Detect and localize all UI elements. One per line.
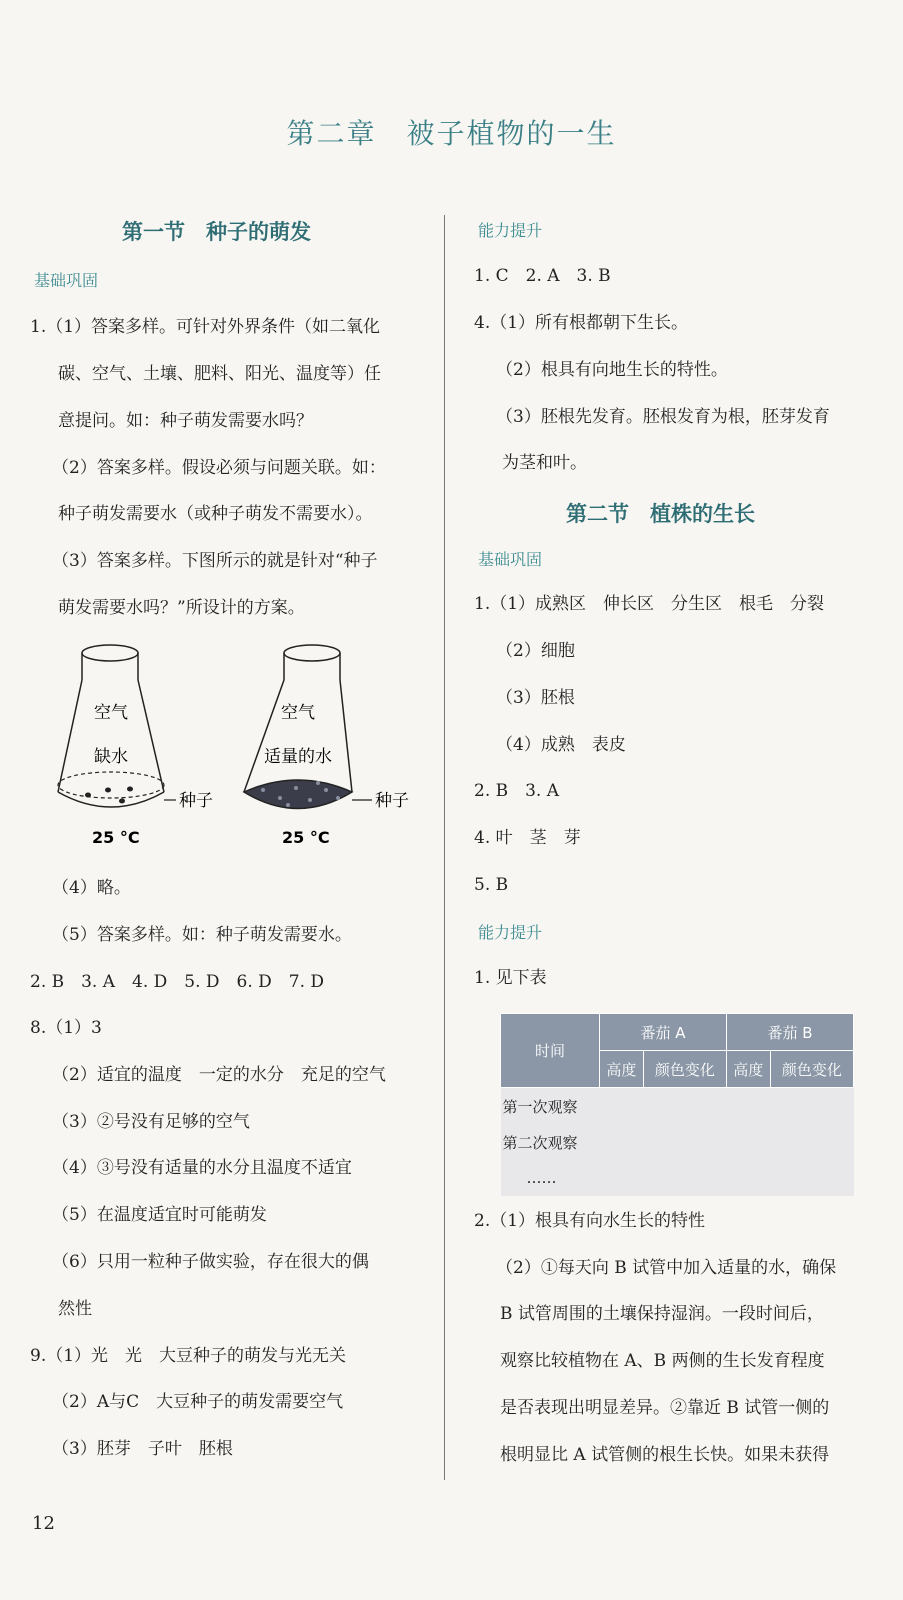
answer-line: 观察比较植物在 A、B 两侧的生长发育程度 bbox=[500, 1351, 825, 1371]
answer-line: 根明显比 A 试管侧的根生长快。如果未获得 bbox=[500, 1445, 830, 1465]
answer-line: 萌发需要水吗？”所设计的方案。 bbox=[58, 598, 305, 618]
subheading-ability-2: 能力提升 bbox=[478, 923, 543, 942]
answer-line: 种子萌发需要水（或种子萌发不需要水）。 bbox=[58, 504, 373, 524]
section-title-2: 第二节 植株的生长 bbox=[566, 502, 755, 526]
answer-line: 意提问。如：种子萌发需要水吗？ bbox=[58, 411, 313, 431]
answer-line: 2. B 3. A bbox=[474, 781, 560, 801]
answer-line: （3）答案多样。下图所示的就是针对“种子 bbox=[52, 551, 378, 571]
answer-line: 1. C 2. A 3. B bbox=[474, 266, 611, 286]
answer-line: （3）胚根先发育。胚根发育为根，胚芽发育 bbox=[496, 407, 830, 427]
answer-line: B 试管周围的土壤保持湿润。一段时间后， bbox=[500, 1304, 824, 1324]
flask2-label-air: 空气 bbox=[281, 703, 315, 723]
flask1-label-air: 空气 bbox=[94, 703, 128, 723]
chapter-title: 第二章 被子植物的一生 bbox=[286, 117, 617, 150]
subheading-basic-2: 基础巩固 bbox=[478, 550, 543, 569]
table-row bbox=[501, 1160, 854, 1196]
flask1-temperature: 25 °C bbox=[92, 828, 140, 847]
answer-line: （5）在温度适宜时可能萌发 bbox=[52, 1205, 267, 1225]
answer-line: 1.（1）成熟区 伸长区 分生区 根毛 分裂 bbox=[474, 594, 825, 614]
answer-line: 4.（1）所有根都朝下生长。 bbox=[474, 313, 689, 333]
table-subheader: 颜色变化 bbox=[770, 1051, 853, 1088]
answer-line: 5. B bbox=[474, 875, 509, 895]
page-number: 12 bbox=[32, 1513, 55, 1534]
section-title-1: 第一节 种子的萌发 bbox=[122, 220, 311, 244]
flask2-temperature: 25 °C bbox=[282, 828, 330, 847]
table-subheader: 高度 bbox=[726, 1051, 770, 1088]
answer-line: （2）适宜的温度 一定的水分 充足的空气 bbox=[52, 1065, 386, 1085]
table-row bbox=[501, 1088, 854, 1125]
flask1-label-water: 缺水 bbox=[94, 747, 128, 767]
answer-line: 1.（1）答案多样。可针对外界条件（如二氧化 bbox=[30, 317, 381, 337]
table-header-group: 番茄 A bbox=[600, 1014, 727, 1051]
answer-line: （6）只用一粒种子做实验，存在很大的偶 bbox=[52, 1252, 369, 1272]
answer-line: （2）①每天向 B 试管中加入适量的水，确保 bbox=[496, 1258, 837, 1278]
table-row bbox=[501, 1124, 854, 1160]
flask2-label-water: 适量的水 bbox=[264, 747, 332, 767]
column-divider bbox=[444, 215, 445, 1480]
flask-experiment-figure bbox=[48, 640, 428, 855]
table-subheader: 高度 bbox=[600, 1051, 644, 1088]
answer-line: （2）答案多样。假设必须与问题关联。如： bbox=[52, 458, 386, 478]
flask-with-water bbox=[244, 645, 409, 847]
subheading-ability-1: 能力提升 bbox=[478, 221, 543, 240]
answer-line: （2）根具有向地生长的特性。 bbox=[496, 360, 728, 380]
observation-table bbox=[500, 1013, 854, 1196]
flask2-label-seed: 种子 bbox=[375, 791, 409, 811]
table-header-time: 时间 bbox=[501, 1014, 600, 1088]
answer-line: （4）略。 bbox=[52, 878, 131, 898]
table-cell-time: 第二次观察 bbox=[501, 1124, 600, 1160]
table-cell-time: …… bbox=[501, 1160, 600, 1196]
answer-line: （2）细胞 bbox=[496, 641, 575, 661]
answer-line: 2.（1）根具有向水生长的特性 bbox=[474, 1211, 706, 1231]
table-subheader: 颜色变化 bbox=[643, 1051, 726, 1088]
answer-line: （4）③号没有适量的水分且温度不适宜 bbox=[52, 1158, 352, 1178]
flask-without-water bbox=[58, 645, 213, 847]
answer-line: 碳、空气、土壤、肥料、阳光、温度等）任 bbox=[58, 364, 381, 384]
answer-line: 2. B 3. A 4. D 5. D 6. D 7. D bbox=[30, 972, 325, 992]
answer-line: 为茎和叶。 bbox=[502, 453, 587, 473]
answer-line: 8.（1）3 bbox=[30, 1018, 102, 1038]
answer-line: （2）A与C 大豆种子的萌发需要空气 bbox=[52, 1392, 344, 1412]
answer-line: 4. 叶 茎 芽 bbox=[474, 828, 581, 848]
subheading-basic-1: 基础巩固 bbox=[34, 271, 99, 290]
table-cell-time: 第一次观察 bbox=[501, 1088, 600, 1125]
flask1-label-seed: 种子 bbox=[179, 791, 213, 811]
answer-line: 是否表现出明显差异。②靠近 B 试管一侧的 bbox=[500, 1398, 830, 1418]
answer-line: 然性 bbox=[58, 1299, 92, 1319]
answer-line: （5）答案多样。如：种子萌发需要水。 bbox=[52, 925, 352, 945]
answer-line: 1. 见下表 bbox=[474, 968, 547, 988]
answer-line: 9.（1）光 光 大豆种子的萌发与光无关 bbox=[30, 1346, 347, 1366]
answer-line: （3）胚芽 子叶 胚根 bbox=[52, 1439, 233, 1459]
answer-line: （3）②号没有足够的空气 bbox=[52, 1112, 250, 1132]
table-header-group: 番茄 B bbox=[726, 1014, 853, 1051]
answer-line: （3）胚根 bbox=[496, 688, 575, 708]
answer-line: （4）成熟 表皮 bbox=[496, 735, 626, 755]
